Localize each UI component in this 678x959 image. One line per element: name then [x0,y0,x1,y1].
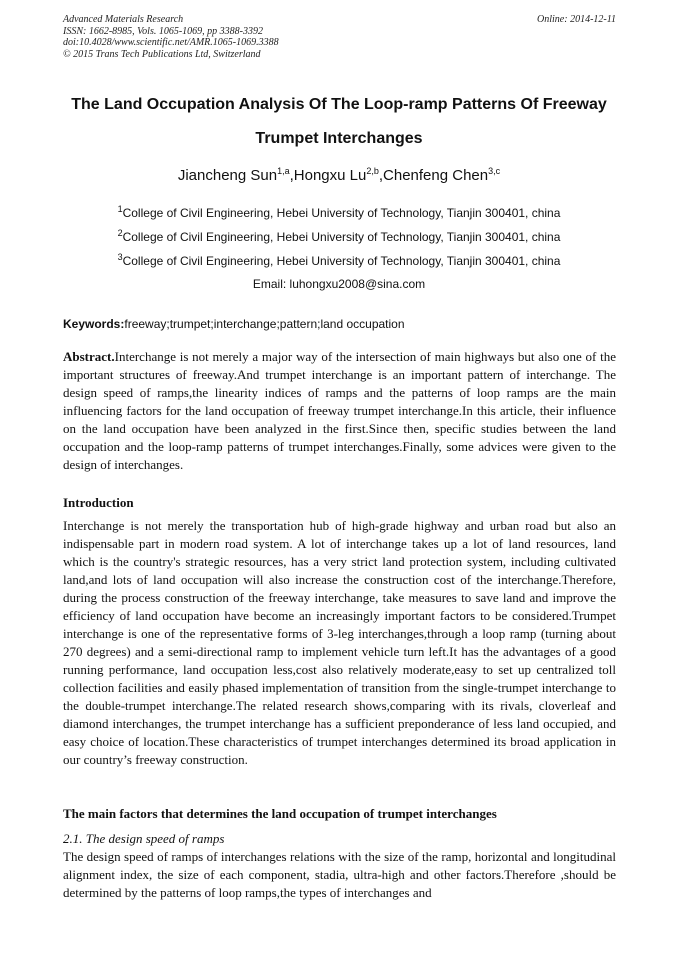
keywords-label: Keywords: [63,317,125,331]
issn-line: ISSN: 1662-8985, Vols. 1065-1069, pp 3388-3392 [63,25,263,37]
section-heading-introduction: Introduction [63,495,134,510]
section-heading-main-factors: The main factors that determines the land occupation of trumpet interchanges [63,806,497,821]
affiliation-2 [40,228,638,244]
affiliation-3 [40,252,638,268]
affiliation-text: College of Civil Engineering, Hebei University of Technology, Tianjin 300401, china [122,254,561,268]
author-sup: 1,a [277,166,290,176]
affiliation-1 [40,204,638,220]
affiliation-sup: 3 [117,252,123,262]
abstract-label: Abstract. [63,349,115,364]
affiliation-text: College of Civil Engineering, Hebei University of Technology, Tianjin 300401, china [122,230,561,244]
online-date: Online: 2014-12-11 [537,14,616,25]
affiliation-text: College of Civil Engineering, Hebei University of Technology, Tianjin 300401, china [122,206,561,220]
affiliation-sup: 1 [117,204,123,214]
copyright-line: © 2015 Trans Tech Publications Ltd, Switzerland [63,48,261,60]
author-list [40,166,638,184]
title-line-2: Trumpet Interchanges [255,130,423,147]
journal-name: Advanced Materials Research [63,14,184,25]
author-sup: 2,b [366,166,379,176]
abstract-text: Interchange is not merely a major way of the intersection of main highways but also one of the important structures of freeway.And trumpet interchange is an important pattern of interchange. The design speed of ramps,the linearity indices of ramps and the patterns of loop ramps are the main influencing factors for the land occupation of freeway trumpet interchange.In this article, their influence on the land occupation have been analyzed in the first.Since then, specific studies between the land occupation and the loop-ramp patterns of trumpet interchanges.Finally, some advices were given to the design of interchanges. [63,349,616,472]
author-separator: , [289,167,294,184]
subsection-heading-design-speed: 2.1. The design speed of ramps [63,831,225,846]
journal-header [63,14,616,60]
author-name: Jiancheng Sun [177,167,278,184]
doi-line: doi:10.4028/www.scientific.net/AMR.1065-1069.3388 [63,37,279,48]
contact-email: Email: luhongxu2008@sina.com [252,277,426,291]
author-sup: 3,c [488,166,501,176]
author-name: Hongxu Lu [293,167,367,184]
affiliation-sup: 2 [117,228,123,238]
introduction-paragraph: Interchange is not merely the transportation hub of high-grade highway and urban road but also an indispensable part in modern road system. A lot of interchange takes up a lot of land resources, land which is the country's strategic resources, has a very strict land protection system, including cultivated land,and lots of land occupation will also increase the construction cost of the interchange.Therefore, during the process construction of the freeway interchange, take measures to save land and improve the efficiency of land occupation have become an increasingly important factors to be considered.Trumpet interchange is one of the representative forms of 3-leg interchanges,through a loop ramp (turning about 270 degrees) and a semi-directional ramp to implement vehicle turn left.It has the advantages of a good running performance, land occupation less,cost also relatively moderate,easy to set up centralized toll collection facilities and easily phased implementation of transition from the single-trumpet interchange to the double-trumpet interchange.The related research shows,comparing with its rivals, cloverleaf and diamond interchanges, the trumpet interchange has a sufficient preponderance of less land occupied, and easy choice of location.These characteristics of trumpet interchanges determined its broad application in our country’s freeway construction. [63,518,616,767]
abstract [63,348,616,474]
keywords-text: freeway;trumpet;interchange;pattern;land occupation [124,317,405,331]
author-name: Chenfeng Chen [383,167,489,184]
paper-title [40,88,638,156]
title-line-1: The Land Occupation Analysis Of The Loop-ramp Patterns Of Freeway [71,96,607,113]
keywords [63,317,616,331]
author-separator: , [378,167,384,184]
design-speed-paragraph: The design speed of ramps of interchanges relations with the size of the ramp, horizontal and longitudinal alignment index, the size of each component, stadia, ultra-high and other factors.Therefore ,should be determined by the patterns of loop ramps,the types of interchanges and [63,849,616,900]
